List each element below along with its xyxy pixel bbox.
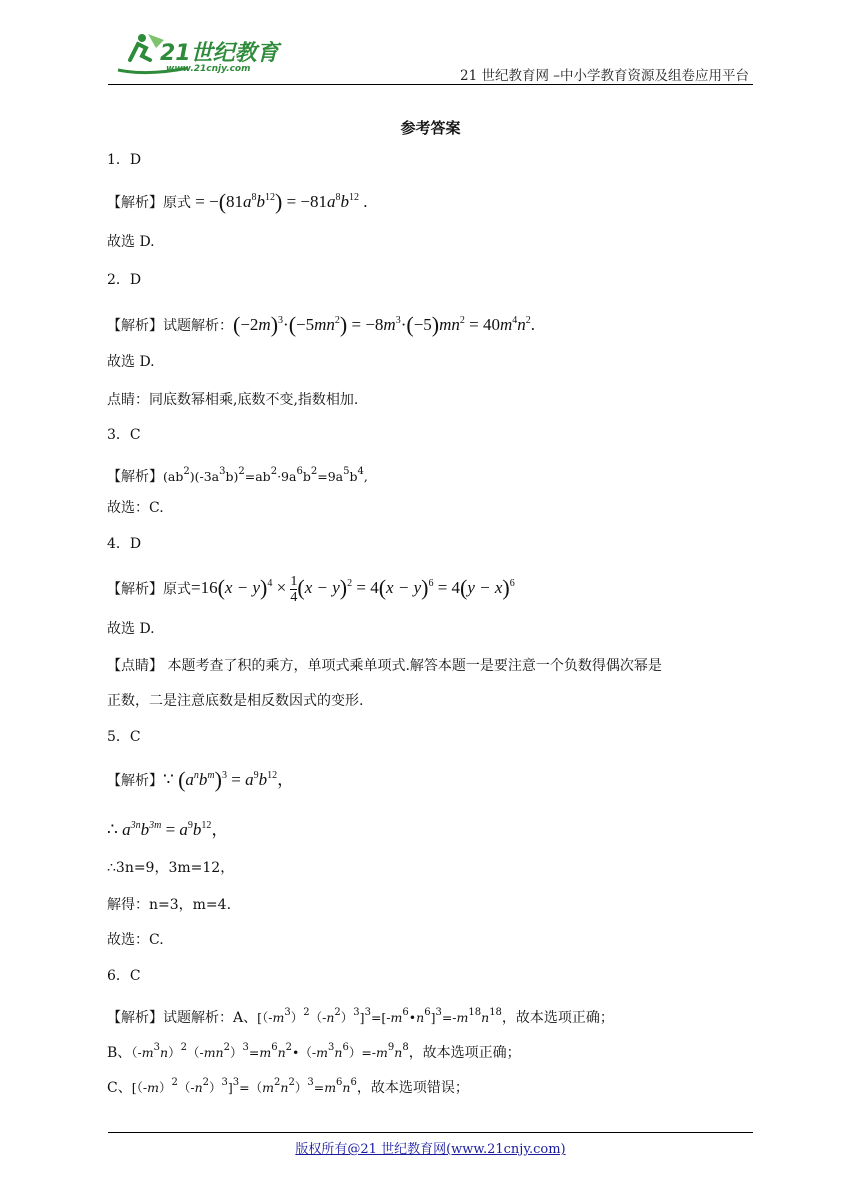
note-tag: 【点睛】: [107, 658, 163, 674]
formula-5a: ∵ $(a^nb^m)^3 = a^9b^{12}$，: [163, 767, 295, 792]
answer-1: 1．D: [107, 152, 142, 168]
formula-3: $(ab^2)(-3a^3b)^2=ab^2\cdot 9a^6b^2=9a^5b^4$,: [163, 466, 368, 484]
analysis-1: [107, 188, 368, 213]
formula-6b: $(-m^3n)^2(-mn^2)^3=m^6n^2•(-m^3n^6)=-m^9n^8$: [131, 1042, 409, 1060]
formula-2: $(-2m)^3\cdot(-5mn^2) = -8m^3\cdot(-5)mn^2 = 40m^4n^2$.: [233, 312, 536, 337]
formula-5b: ∴ $a^{3n}b^{3m} = a^9b^{12}$，: [107, 820, 229, 839]
conclusion-1: 故选 D.: [107, 234, 155, 250]
note-4: [107, 656, 662, 676]
formula-6c: $[(-m)^2(-n^2)^3]^3=(m^2n^2)^3=m^6n^6$: [131, 1077, 357, 1095]
analysis-6: [107, 1003, 614, 1028]
verdict-c: ，故本选项错误；: [356, 1080, 469, 1096]
analysis-tag: 【解析】: [107, 1010, 163, 1026]
analysis-lead: 原式: [163, 581, 191, 598]
analysis-5: [107, 766, 294, 791]
analysis-lead: 试题解析：A、: [163, 1010, 258, 1026]
analysis-3: [107, 462, 368, 487]
note-text: 本题考查了积的乘方，单项式乘单项式.解答本题一是要注意一个负数得偶次幂是: [167, 658, 662, 674]
header-title: 21 世纪教育网 –中小学教育资源及组卷应用平台: [459, 68, 749, 84]
step-5c: ∴3n=9，3m=12，: [107, 860, 235, 876]
conclusion-4: 故选 D.: [107, 621, 155, 637]
analysis-2: [107, 311, 535, 336]
logo-url: www.21cnjy.com: [166, 64, 251, 74]
analysis-tag: 【解析】: [107, 773, 163, 789]
option-c-label: C、: [107, 1080, 132, 1096]
conclusion-2: 故选 D.: [107, 354, 155, 370]
option-b: [107, 1038, 521, 1063]
answer-4: 4．D: [107, 536, 142, 552]
analysis-tag: 【解析】: [107, 469, 163, 485]
copyright-link[interactable]: 版权所有@21 世纪教育网(www.21cnjy.com): [295, 1142, 566, 1157]
analysis-tag: 【解析】: [107, 581, 163, 598]
answer-2: 2．D: [107, 272, 142, 288]
site-logo: [108, 30, 288, 82]
formula-6a: $[(-m^3)^2(-n^2)^3]^3=[-m^6•n^6]^3=-m^{18}n^{18}$: [257, 1007, 502, 1025]
verdict-b: ，故本选项正确；: [408, 1045, 521, 1061]
step-5b: [107, 816, 228, 841]
note-4-cont: 正数，二是注意底数是相反数因式的变形.: [107, 693, 364, 709]
logo-text: 21世纪教育: [160, 41, 279, 66]
analysis-4: [107, 574, 515, 605]
conclusion-3: 故选：C.: [107, 500, 164, 516]
analysis-tag: 【解析】: [107, 318, 163, 334]
analysis-tag: 【解析】: [107, 195, 163, 211]
analysis-lead: 原式: [163, 195, 191, 211]
footer-divider: [108, 1132, 753, 1133]
page-title: 参考答案: [400, 119, 461, 137]
analysis-lead: 试题解析：: [163, 318, 233, 334]
answer-3: 3．C: [107, 427, 141, 443]
conclusion-5: 故选：C.: [107, 932, 164, 948]
verdict-a: ，故本选项正确；: [501, 1010, 614, 1026]
header-divider: [108, 84, 753, 85]
answer-6: 6．C: [107, 968, 141, 984]
note-2: 点睛：同底数幂相乘,底数不变,指数相加.: [107, 392, 359, 408]
option-c: [107, 1073, 469, 1098]
formula-1: = $-(81a^8b^{12}) = -81a^8b^{12}$ .: [191, 189, 368, 214]
answer-5: 5．C: [107, 729, 141, 745]
option-b-label: B、: [107, 1045, 132, 1061]
step-5d: 解得：n=3，m=4.: [107, 897, 232, 913]
formula-4: $=16(x - y)^4$ × $\frac{1}{4}$ $(x - y)^2 = 4(x - y)^6 = 4(y - x)^6$: [191, 574, 515, 605]
